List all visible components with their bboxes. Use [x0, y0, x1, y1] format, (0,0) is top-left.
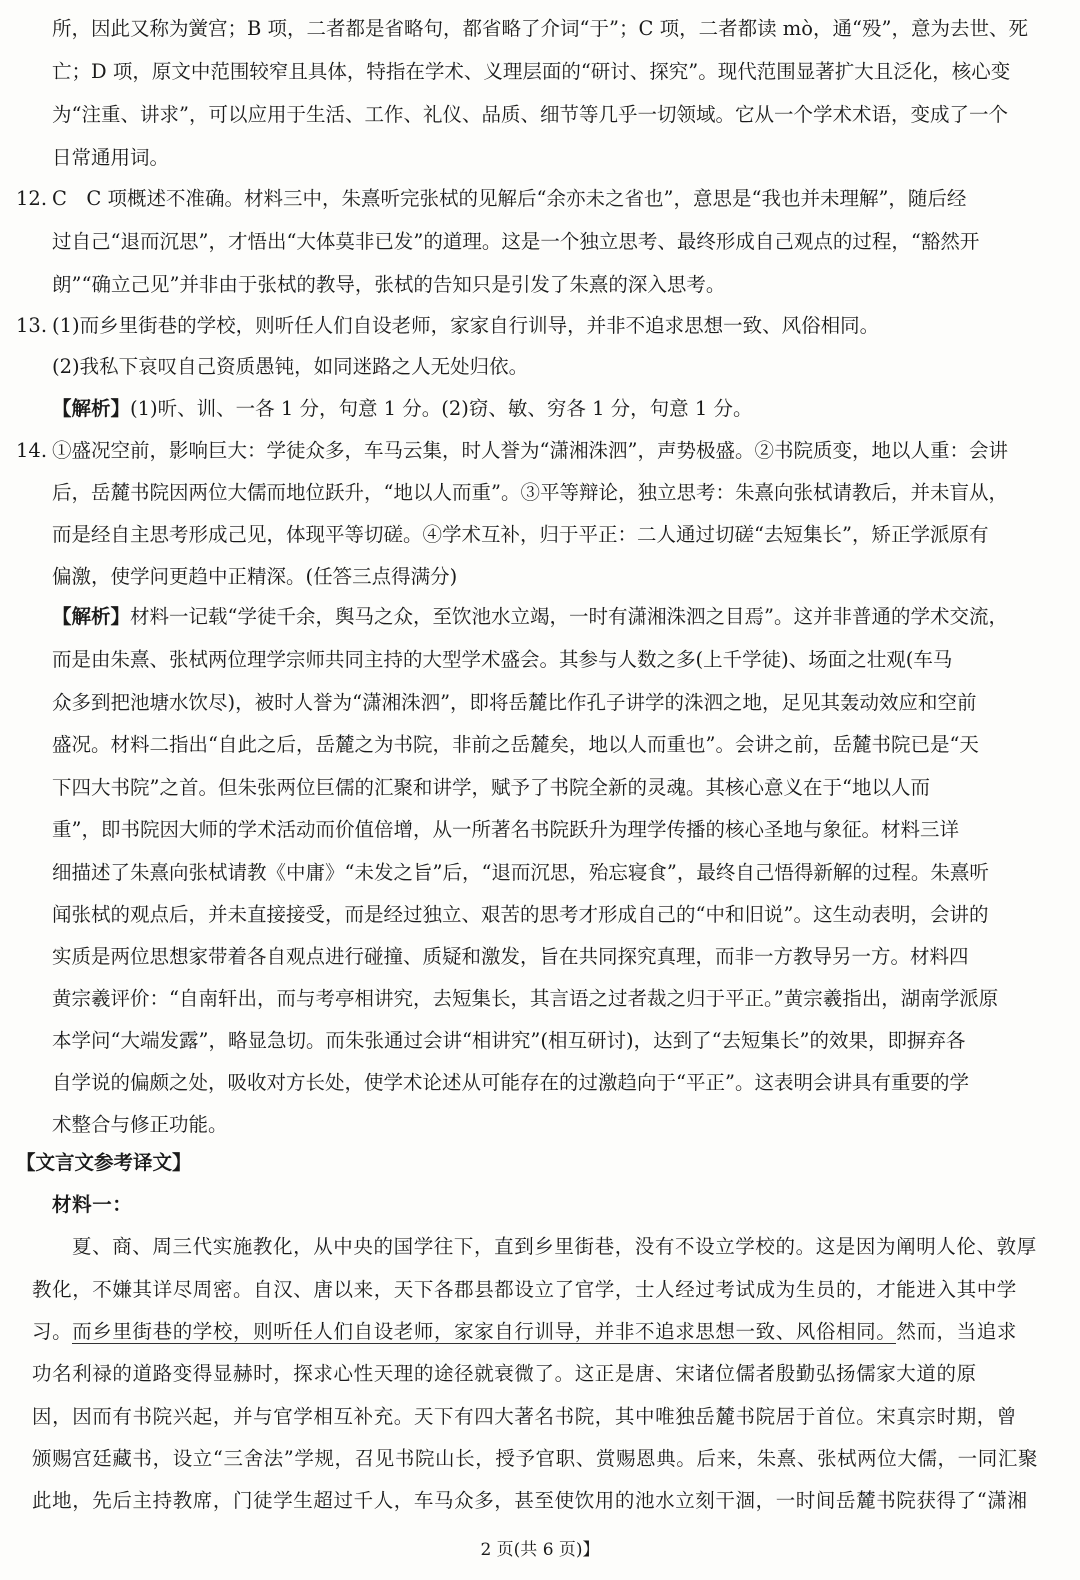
- answer-text: 为“注重、讲求”，可以应用于生活、工作、礼仪、品质、细节等几乎一切领域。它从一个学术术语，变成了一个: [52, 103, 1008, 126]
- material-label: 材料一：: [52, 1193, 133, 1216]
- question-number: 13.: [16, 314, 48, 337]
- analysis-text: (1)听、训、一各 1 分，句意 1 分。(2)窃、敏、穷各 1 分，句意 1 分。: [130, 397, 753, 420]
- text-line: [16, 98, 1080, 132]
- text-line: [16, 1146, 1056, 1180]
- text-line: [16, 856, 1080, 890]
- translation-text: 此地，先后主持教席，门徒学生超过千人，车马众多，甚至使饮用的池水立刻干涸，一时间岳麓书院获得了“潇湘: [32, 1489, 1028, 1512]
- answer-text: 本学问“大端发露”，略显急切。而朱张通过会讲“相讲究”(相互研讨)，达到了“去短集长”的效果，即摒弃各: [52, 1029, 966, 1052]
- text-line: [16, 898, 1080, 932]
- translation-text: 夏、商、周三代实施教化，从中央的国学往下，直到乡里街巷，没有不设立学校的。这是因为阐明人伦、敦厚: [72, 1235, 1037, 1258]
- answer-text: 自学说的偏颇之处，吸收对方长处，使学术论述从可能存在的过激趋向于“平正”。这表明会讲具有重要的学: [52, 1071, 969, 1094]
- answer-text: 术整合与修正功能。: [52, 1113, 228, 1136]
- text-line: [16, 982, 1080, 1016]
- text-line: [16, 350, 1080, 384]
- answer-text: 下四大书院”之首。但朱张两位巨儒的汇聚和讲学，赋予了书院全新的灵魂。其核心意义在于“地以人而: [52, 776, 930, 799]
- answer-text: 而是由朱熹、张栻两位理学宗师共同主持的大型学术盛会。其参与人数之多(上千学徒)、场面之壮观(车马: [52, 648, 953, 671]
- text-line: [16, 813, 1080, 847]
- text-line: [16, 1273, 1072, 1307]
- text-line: [16, 268, 1080, 302]
- answer-text: 过自己“退而沉思”，才悟出“大体莫非已发”的道理。这是一个独立思考、最终形成自己观点的过程，“豁然开: [52, 230, 980, 253]
- text-line: [16, 1066, 1080, 1100]
- question-number: 14.: [16, 439, 48, 462]
- text-line: [16, 1442, 1072, 1476]
- underlined-sentence: 而乡里街巷的学校，则听任人们自设老师，家家自行训导，并非不追求思想一致、风俗相同。: [72, 1320, 897, 1343]
- answer-text: (2)我私下哀叹自己资质愚钝，如同迷路之人无处归依。: [52, 355, 529, 378]
- question-number: 12.: [16, 187, 48, 210]
- text-line: [16, 1188, 1080, 1222]
- translation-text: 颁赐宫廷藏书，设立“三舍法”学规，召见书院山长，授予官职、赏赐恩典。后来，朱熹、张栻两位大儒，一同汇聚: [32, 1447, 1039, 1470]
- text-line: [16, 560, 1080, 594]
- text-line: [16, 476, 1080, 510]
- analysis-label: 【解析】: [52, 397, 131, 420]
- answer-text: 细描述了朱熹向张栻请教《中庸》“未发之旨”后，“退而沉思，殆忘寝食”，最终自己悟得新解的过程。朱熹听: [52, 861, 989, 884]
- text-line: [16, 225, 1080, 259]
- translation-text: 然而，当追求: [896, 1320, 1017, 1343]
- answer-text: (1)而乡里街巷的学校，则听任人们自设老师，家家自行训导，并非不追求思想一致、风俗相同。: [52, 314, 880, 337]
- page-footer: 2 页(共 6 页)】: [480, 1540, 600, 1560]
- analysis-text: 材料一记载“学徒千余，舆马之众，至饮池水立竭，一时有潇湘洙泗之目焉”。这并非普通的学术交流，: [130, 605, 1008, 628]
- text-line: [16, 1024, 1080, 1058]
- text-line: [16, 1400, 1072, 1434]
- text-line: [16, 643, 1080, 677]
- answer-text: 朗”“确立己见”并非由于张栻的教导，张栻的告知只是引发了朱熹的深入思考。: [52, 273, 726, 296]
- text-line: [16, 1230, 1080, 1264]
- translation-text: 教化，不嫌其详尽周密。自汉、唐以来，天下各郡县都设立了官学，士人经过考试成为生员的，才能进入其中学: [32, 1278, 1017, 1301]
- text-line: [16, 728, 1080, 762]
- text-line: [16, 12, 1080, 46]
- section-heading: 【文言文参考译文】: [16, 1151, 192, 1174]
- text-line: [16, 1484, 1072, 1518]
- text-line: [16, 392, 1080, 426]
- answer-text: 偏激，使学问更趋中正精深。(任答三点得满分): [52, 565, 458, 588]
- text-line: [16, 686, 1080, 720]
- translation-text: 功名利禄的道路变得显赫时，探求心性天理的途径就衰微了。这正是唐、宋诸位儒者殷勤弘扬儒家大道的原: [32, 1362, 977, 1385]
- text-line: [16, 771, 1080, 805]
- analysis-label: 【解析】: [52, 605, 131, 628]
- text-line: [16, 309, 1056, 343]
- answer-text: 而是经自主思考形成己见，体现平等切磋。④学术互补，归于平正：二人通过切磋“去短集长”，矫正学派原有: [52, 523, 989, 546]
- text-line: [16, 940, 1080, 974]
- text-line: [16, 182, 1056, 216]
- answer-text: 黄宗羲评价：“自南轩出，而与考亭相讲究，去短集长，其言语之过者裁之归于平正。”黄宗羲指出，湖南学派原: [52, 987, 999, 1010]
- translation-text: 因，因而有书院兴起，并与官学相互补充。天下有四大著名书院，其中唯独岳麓书院居于首位。宋真宗时期，曾: [32, 1405, 1017, 1428]
- text-line: [16, 1357, 1072, 1391]
- text-line: [16, 1108, 1080, 1142]
- translation-text: 习。: [32, 1320, 73, 1343]
- answer-text: 日常通用词。: [52, 146, 170, 169]
- answer-text: 重”，即书院因大师的学术活动而价值倍增，从一所著名书院跃升为理学传播的核心圣地与象征。材料三详: [52, 818, 959, 841]
- text-line: [16, 434, 1056, 468]
- answer-text: 盛况。材料二指出“自此之后，岳麓之为书院，非前之岳麓矣，地以人而重也”。会讲之前，岳麓书院已是“天: [52, 733, 979, 756]
- answer-text: 闻张栻的观点后，并未直接接受，而是经过独立、艰苦的思考才形成自己的“中和旧说”。这生动表明，会讲的: [52, 903, 989, 926]
- answer-text: ①盛况空前，影响巨大：学徒众多，车马云集，时人誉为“潇湘洙泗”，声势极盛。②书院质变，地以人重：会讲: [52, 439, 1008, 462]
- answer-text: 所，因此又称为黉宫；B 项，二者都是省略句，都省略了介词“于”；C 项，二者都读 mò，通“殁”，意为去世、死: [52, 17, 1028, 40]
- text-line: [16, 518, 1080, 552]
- answer-text: C C 项概述不准确。材料三中，朱熹听完张栻的见解后“余亦未之省也”，意思是“我也并未理解”，随后经: [52, 187, 967, 210]
- answer-text: 实质是两位思想家带着各自观点进行碰撞、质疑和激发，旨在共同探究真理，而非一方教导另一方。材料四: [52, 945, 969, 968]
- text-line: [16, 141, 1080, 175]
- text-line: [16, 55, 1080, 89]
- text-line: [16, 600, 1080, 634]
- text-line: [16, 1315, 1072, 1349]
- answer-text: 众多到把池塘水饮尽)，被时人誉为“潇湘洙泗”，即将岳麓比作孔子讲学的洙泗之地，足见其轰动效应和空前: [52, 691, 977, 714]
- answer-text: 后，岳麓书院因两位大儒而地位跃升，“地以人而重”。③平等辩论，独立思考：朱熹向张栻请教后，并未盲从，: [52, 481, 1008, 504]
- answer-text: 亡；D 项，原文中范围较窄且具体，特指在学术、义理层面的“研讨、探究”。现代范围显著扩大且泛化，核心变: [52, 60, 1011, 83]
